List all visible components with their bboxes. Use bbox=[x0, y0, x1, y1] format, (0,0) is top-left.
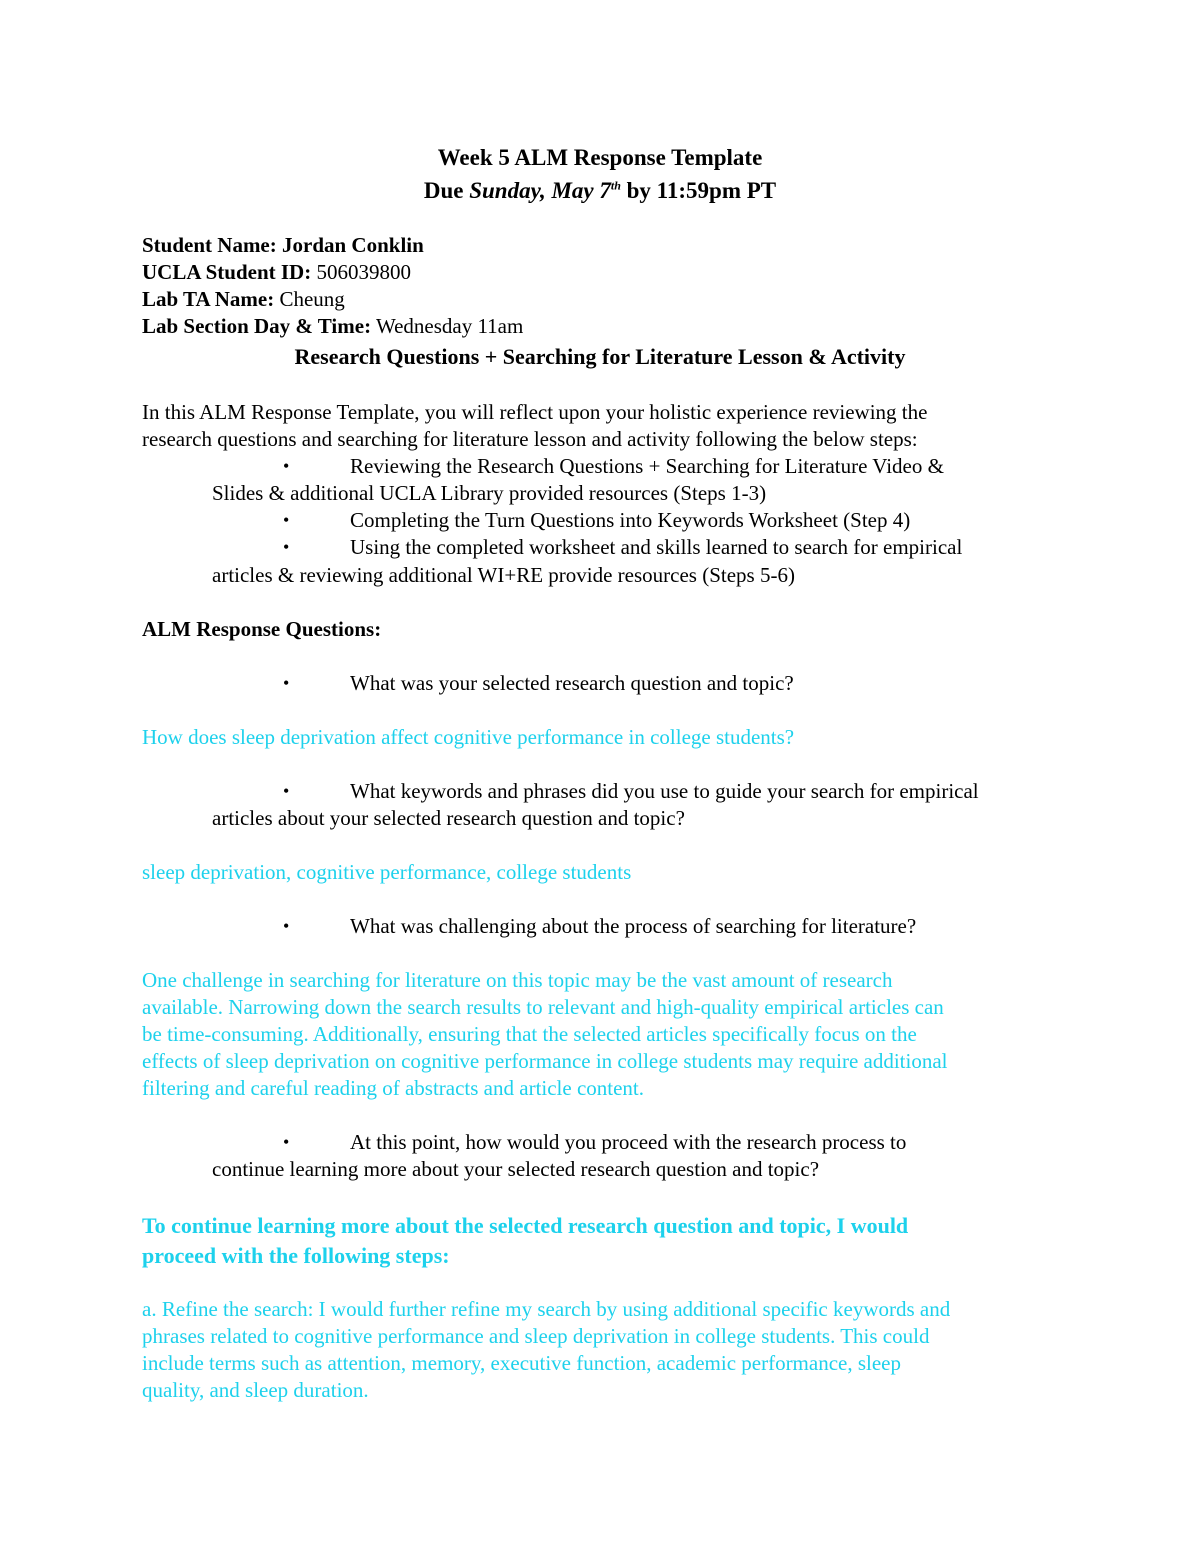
step-item: Slides & additional UCLA Library provided resources (Steps 1-3) bbox=[212, 481, 767, 505]
lab-ta-name: Lab TA Name: Cheung bbox=[142, 287, 345, 311]
document-title: Week 5 ALM Response Template bbox=[437, 145, 763, 170]
bullet-icon: • bbox=[283, 673, 290, 693]
answer-heading: To continue learning more about the selected research question and topic, I would bbox=[142, 1213, 909, 1238]
question-text: articles about your selected research question and topic? bbox=[212, 806, 685, 830]
section-title: Research Questions + Searching for Literature Lesson & Activity bbox=[294, 344, 906, 369]
answer-text: phrases related to cognitive performance and sleep deprivation in college students. This could bbox=[142, 1324, 930, 1348]
step-item: Reviewing the Research Questions + Searching for Literature Video & bbox=[350, 454, 944, 478]
answer-text: be time-consuming. Additionally, ensuring that the selected articles specifically focus on the bbox=[142, 1022, 917, 1046]
question-text: What was your selected research question and topic? bbox=[350, 671, 794, 695]
answer-text: How does sleep deprivation affect cognitive performance in college students? bbox=[142, 725, 795, 749]
question-text: continue learning more about your selected research question and topic? bbox=[212, 1157, 820, 1181]
lab-section-time: Lab Section Day & Time: Wednesday 11am bbox=[142, 314, 524, 338]
step-item: articles & reviewing additional WI+RE provide resources (Steps 5-6) bbox=[212, 563, 795, 587]
student-id: UCLA Student ID: 506039800 bbox=[142, 260, 411, 284]
answer-text: available. Narrowing down the search results to relevant and high-quality empirical articles can bbox=[142, 995, 944, 1019]
questions-heading: ALM Response Questions: bbox=[142, 617, 382, 641]
bullet-icon: • bbox=[283, 510, 290, 530]
question-text: What was challenging about the process of searching for literature? bbox=[350, 914, 917, 938]
answer-text: include terms such as attention, memory, executive function, academic performance, sleep bbox=[142, 1351, 902, 1375]
intro-text: research questions and searching for literature lesson and activity following the below steps: bbox=[142, 427, 918, 451]
bullet-icon: • bbox=[283, 1132, 290, 1152]
step-item: Using the completed worksheet and skills learned to search for empirical bbox=[350, 535, 963, 559]
student-name: Student Name: Jordan Conklin bbox=[142, 233, 424, 257]
bullet-icon: • bbox=[283, 916, 290, 936]
intro-text: In this ALM Response Template, you will reflect upon your holistic experience reviewing the bbox=[142, 400, 928, 424]
answer-text: sleep deprivation, cognitive performance, college students bbox=[142, 860, 632, 884]
question-text: What keywords and phrases did you use to guide your search for empirical bbox=[350, 779, 979, 803]
answer-text: quality, and sleep duration. bbox=[142, 1378, 369, 1402]
answer-text: effects of sleep deprivation on cognitive performance in college students may require additional bbox=[142, 1049, 948, 1073]
answer-text: filtering and careful reading of abstracts and article content. bbox=[142, 1076, 645, 1100]
bullet-icon: • bbox=[283, 781, 290, 801]
bullet-icon: • bbox=[283, 537, 290, 557]
answer-heading: proceed with the following steps: bbox=[142, 1243, 450, 1268]
answer-text: One challenge in searching for literature on this topic may be the vast amount of research bbox=[142, 968, 893, 992]
step-item: Completing the Turn Questions into Keywords Worksheet (Step 4) bbox=[350, 508, 911, 532]
due-date: Due Sunday, May 7th by 11:59pm PT bbox=[423, 178, 777, 203]
answer-text: a. Refine the search: I would further refine my search by using additional specific keywords and bbox=[142, 1297, 951, 1321]
question-text: At this point, how would you proceed with the research process to bbox=[350, 1130, 907, 1154]
bullet-icon: • bbox=[283, 456, 290, 476]
